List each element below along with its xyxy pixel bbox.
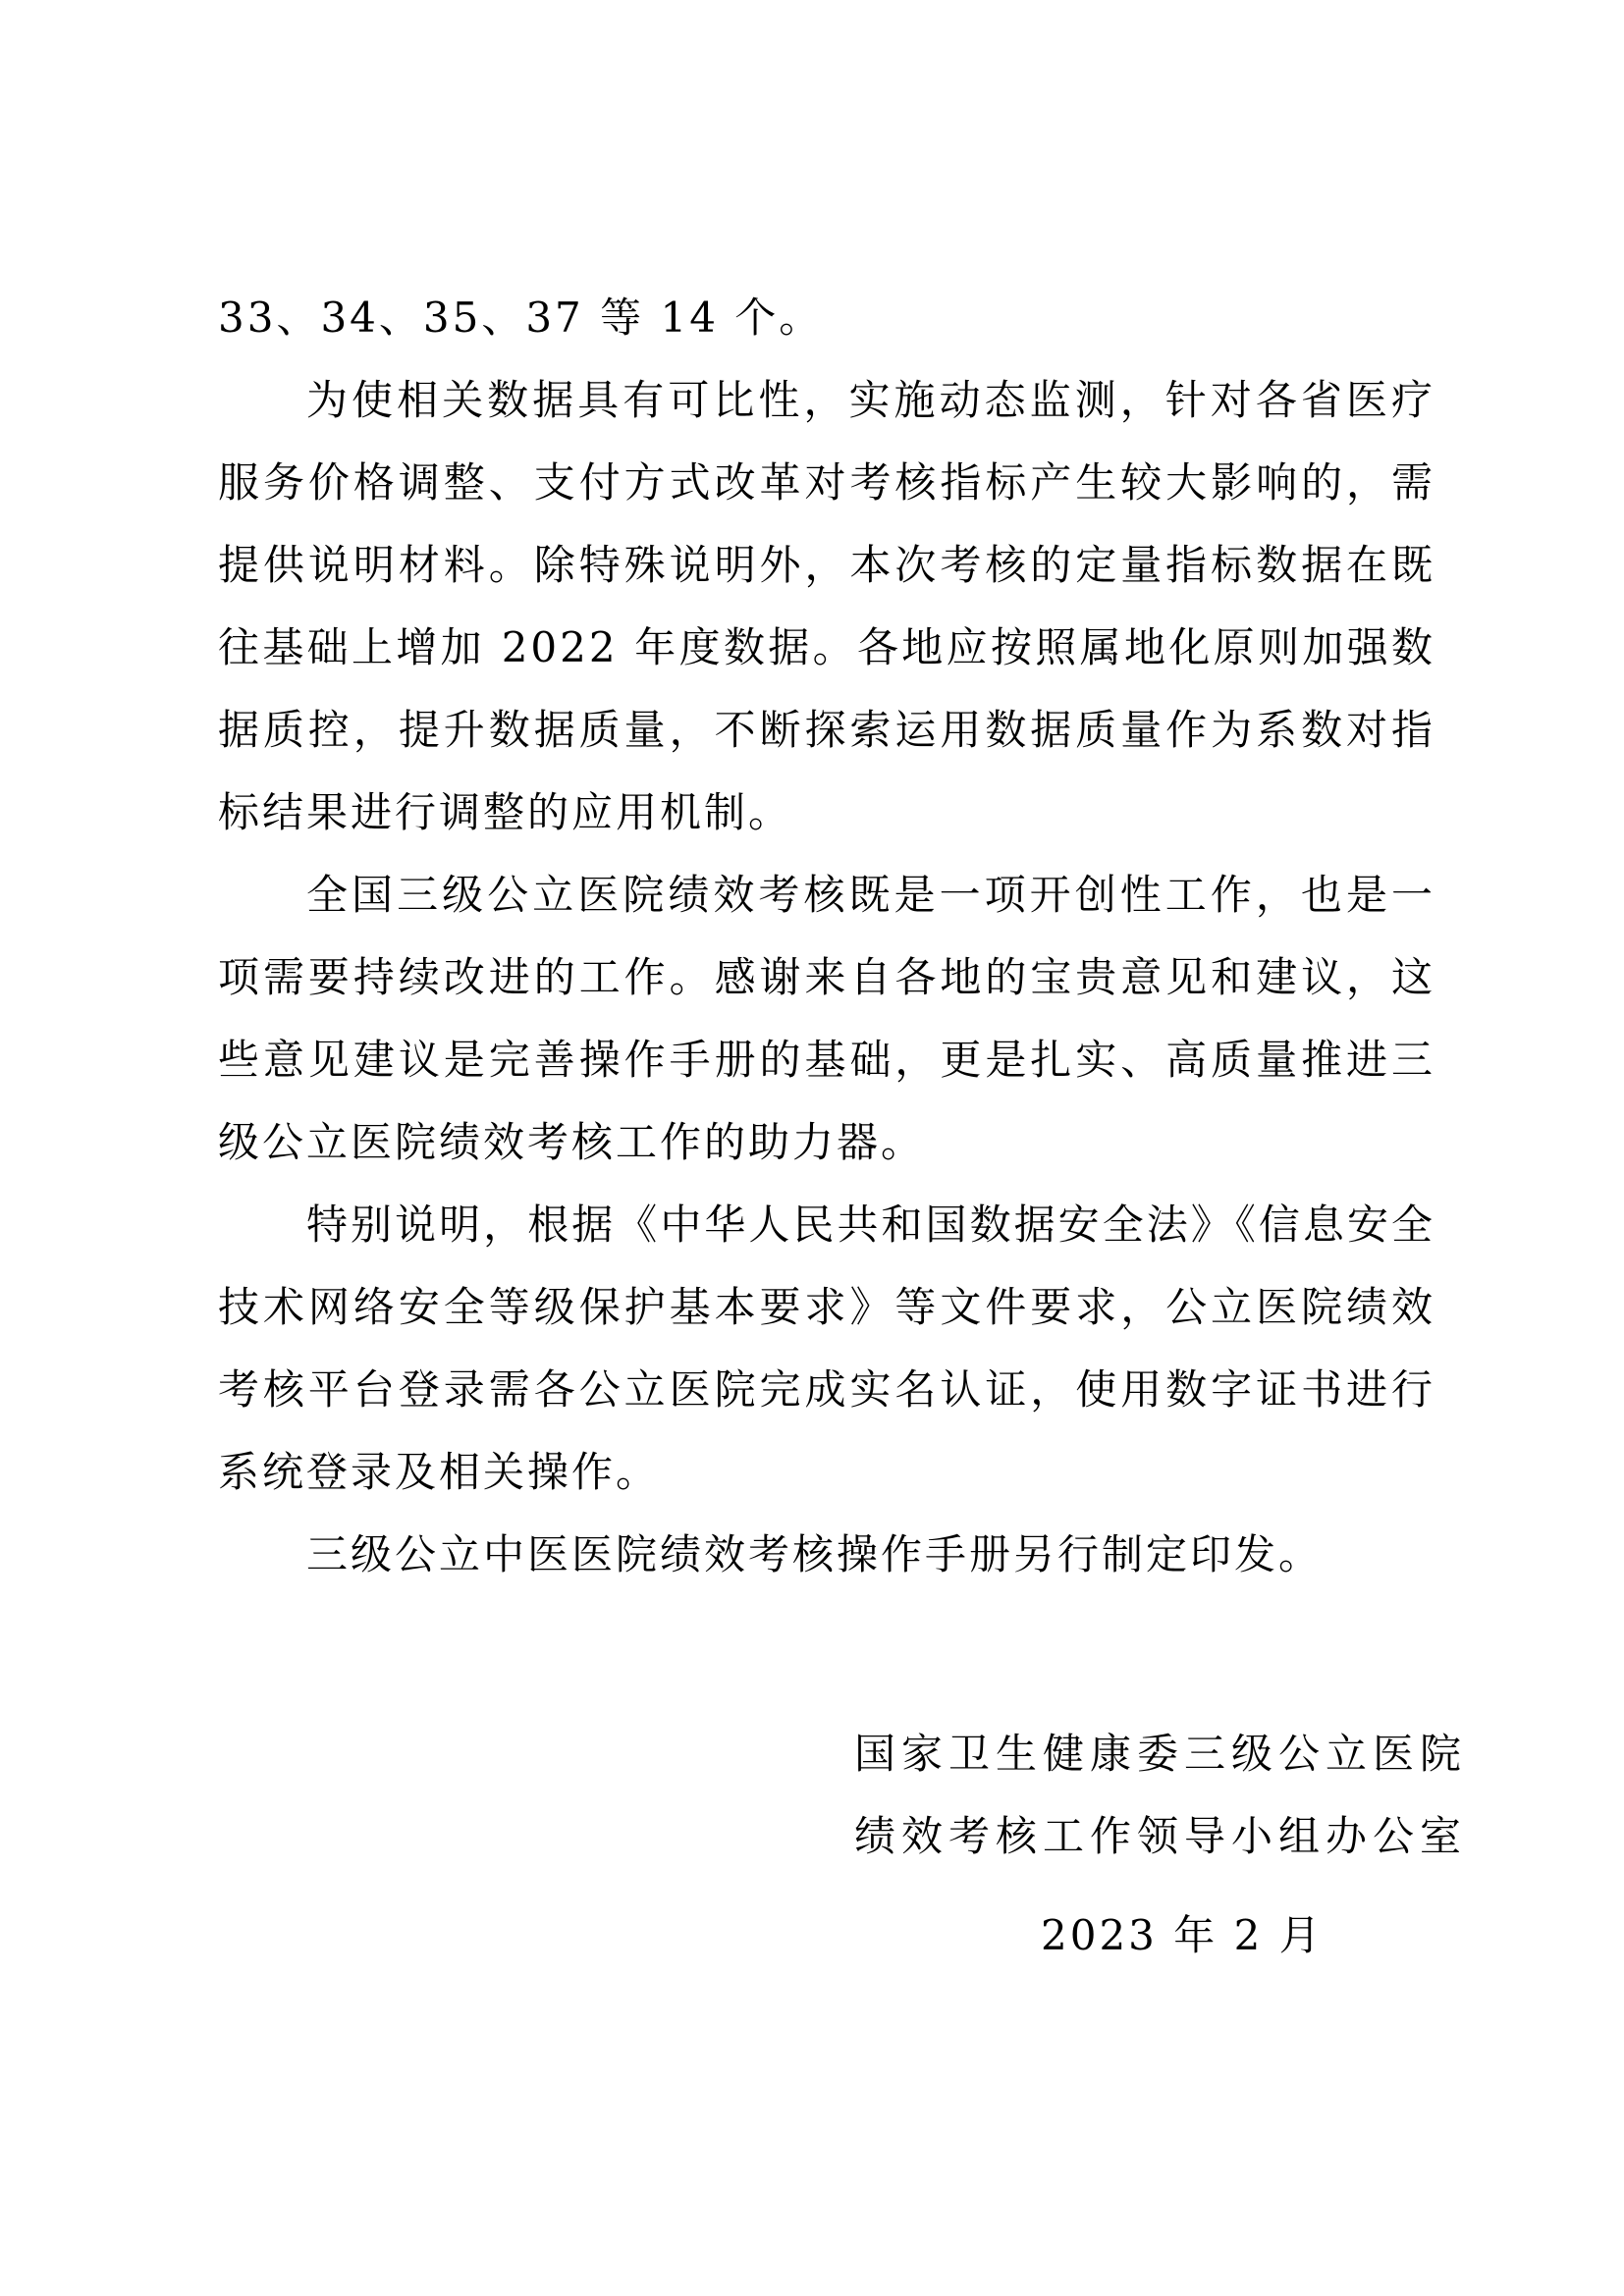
paragraph-special-note: 特别说明，根据《中华人民共和国数据安全法》《信息安全技术网络安全等级保护基本要求》等文件要求，公立医院绩效考核平台登录需各公立医院完成实名认证，使用数字证书进行系统登录及相关操作。: [218, 1201, 1435, 1496]
signature-block: [854, 1713, 1468, 1878]
signature-date: 2023 年 2 月: [1041, 1911, 1324, 1959]
paragraph-continuation: 33、34、35、37 等 14 个。: [218, 294, 824, 342]
paragraph-tcm-hospitals: 三级公立中医医院绩效考核操作手册另行制定印发。: [306, 1530, 1324, 1578]
paragraph-acknowledgement: 全国三级公立医院绩效考核既是一项开创性工作，也是一项需要持续改进的工作。感谢来自各地的宝贵意见和建议，这些意见建议是完善操作手册的基础，更是扎实、高质量推进三级公立医院绩效考核工作的助力器。: [218, 871, 1435, 1166]
signature-org-line-2: 绩效考核工作领导小组办公室: [854, 1812, 1468, 1860]
paragraph-data-comparability: 为使相关数据具有可比性，实施动态监测，针对各省医疗服务价格调整、支付方式改革对考核指标产生较大影响的，需提供说明材料。除特殊说明外，本次考核的定量指标数据在既往基础上增加 2022 年度数据。各地应按照属地化原则加强数据质控，提升数据质量，不断探索运用数据质量作为系数对指标结果进行调整的应用机制。: [218, 376, 1435, 836]
signature-org-line-1: 国家卫生健康委三级公立医院: [854, 1730, 1468, 1778]
document-body: [218, 277, 1435, 1596]
